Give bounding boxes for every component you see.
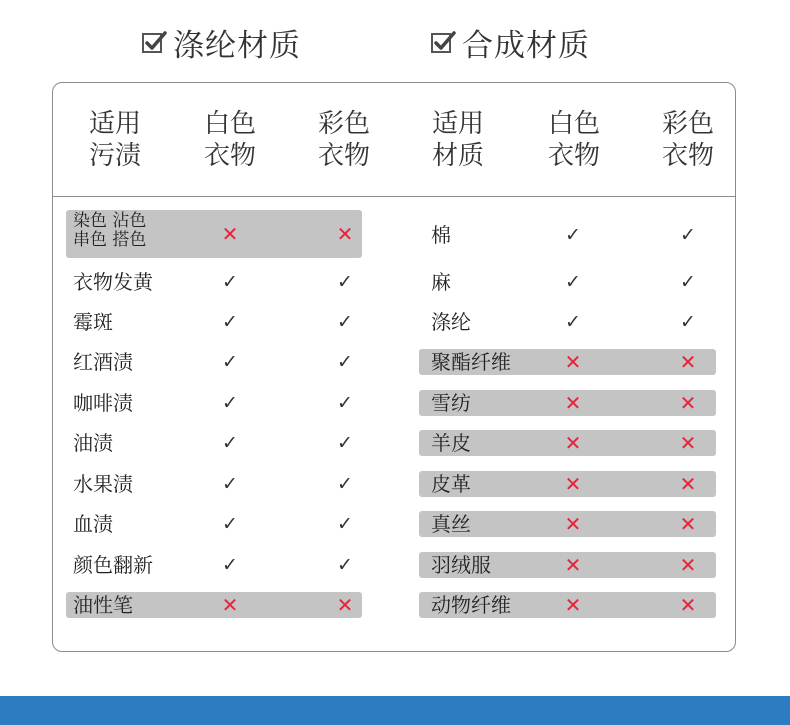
check-icon: ✓: [680, 311, 696, 333]
material-name: 动物纤维: [431, 593, 511, 617]
check-icon: ✓: [337, 392, 353, 414]
check-icon: ✓: [337, 271, 353, 293]
cross-icon: ✕: [679, 593, 697, 617]
header-color-right: 彩色 衣物: [661, 109, 714, 171]
check-icon: ✓: [222, 311, 238, 333]
stain-name: 衣物发黄: [73, 270, 153, 294]
check-icon: ✓: [222, 271, 238, 293]
check-icon: ✓: [337, 351, 353, 373]
cross-icon: ✕: [564, 391, 582, 415]
stain-name: 红酒渍: [73, 350, 133, 374]
stain-name: 颜色翻新: [73, 553, 153, 577]
check-icon: ✓: [337, 513, 353, 535]
material-name: 羊皮: [431, 431, 471, 455]
cross-icon: ✕: [679, 431, 697, 455]
cross-icon: ✕: [679, 391, 697, 415]
material-name: 麻: [431, 270, 451, 294]
check-icon: ✓: [565, 224, 581, 246]
check-icon: ✓: [337, 554, 353, 576]
header-white-right: 白色 衣物: [547, 109, 600, 171]
check-icon: ✓: [222, 554, 238, 576]
checkbox-checked-icon: [430, 29, 456, 55]
check-icon: ✓: [222, 392, 238, 414]
cross-icon: ✕: [564, 512, 582, 536]
cross-icon: ✕: [221, 593, 239, 617]
check-icon: ✓: [337, 473, 353, 495]
cross-icon: ✕: [679, 350, 697, 374]
header-white-left: 白色 衣物: [203, 109, 256, 171]
cross-icon: ✕: [336, 222, 354, 246]
cross-icon: ✕: [679, 553, 697, 577]
cross-icon: ✕: [564, 350, 582, 374]
stain-name: 霉斑: [73, 310, 113, 334]
synthetic-title: [430, 20, 590, 64]
header-divider: [52, 196, 736, 197]
material-name: 聚酯纤维: [431, 350, 511, 374]
cross-icon: ✕: [336, 593, 354, 617]
check-icon: ✓: [565, 271, 581, 293]
synthetic-title-text: 合成材质: [462, 27, 590, 64]
stain-name: 油渍: [73, 431, 113, 455]
cross-icon: ✕: [221, 222, 239, 246]
check-icon: ✓: [337, 311, 353, 333]
polyester-title-text: 涤纶材质: [173, 27, 301, 64]
material-name: 雪纺: [431, 391, 471, 415]
check-icon: ✓: [565, 311, 581, 333]
check-icon: ✓: [222, 351, 238, 373]
stain-name: 染色 沾色 串色 搭色: [73, 211, 147, 250]
cross-icon: ✕: [679, 472, 697, 496]
check-icon: ✓: [337, 432, 353, 454]
header-material: 适用 材质: [431, 109, 484, 171]
cross-icon: ✕: [564, 553, 582, 577]
material-name: 涤纶: [431, 310, 471, 334]
check-icon: ✓: [222, 473, 238, 495]
check-icon: ✓: [680, 224, 696, 246]
material-name: 皮革: [431, 472, 471, 496]
checkbox-checked-icon: [141, 29, 167, 55]
stain-name: 咖啡渍: [73, 391, 133, 415]
cross-icon: ✕: [679, 512, 697, 536]
cross-icon: ✕: [564, 472, 582, 496]
polyester-title: [141, 20, 301, 64]
stain-name: 油性笔: [73, 593, 133, 617]
footer-band: [0, 696, 790, 725]
cross-icon: ✕: [564, 431, 582, 455]
material-name: 真丝: [431, 512, 471, 536]
material-name: 棉: [431, 223, 451, 247]
check-icon: ✓: [222, 432, 238, 454]
stain-name: 水果渍: [73, 472, 133, 496]
cross-icon: ✕: [564, 593, 582, 617]
stain-name: 血渍: [73, 512, 113, 536]
material-name: 羽绒服: [431, 553, 491, 577]
header-stain: 适用 污渍: [88, 109, 141, 171]
header-color-left: 彩色 衣物: [317, 109, 370, 171]
check-icon: ✓: [680, 271, 696, 293]
check-icon: ✓: [222, 513, 238, 535]
